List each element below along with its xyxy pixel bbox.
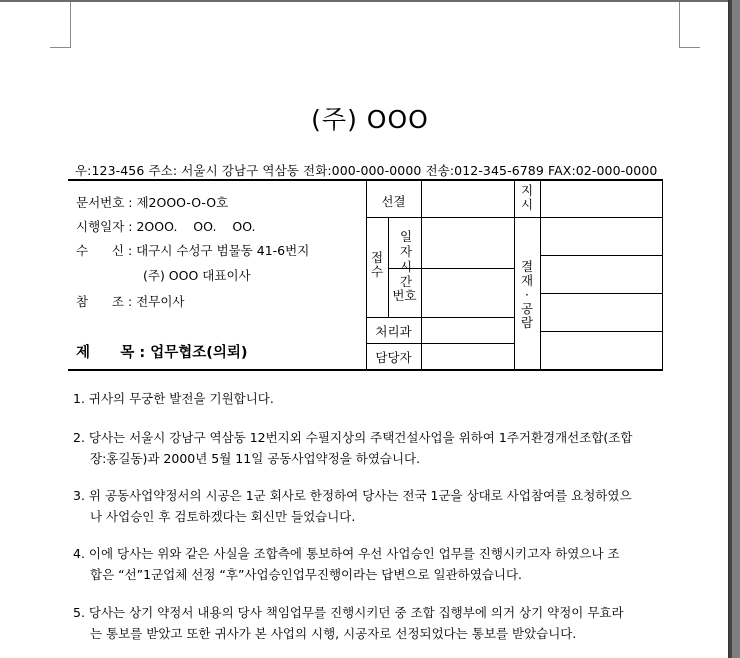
date-time-label: 일 자 시 간 [399, 229, 413, 289]
jeopsu-label [370, 251, 384, 279]
sign-row-4 [540, 331, 662, 332]
page-top-edge [0, 0, 728, 2]
paragraph-2-line1: 2. 당사는 서울시 강남구 역삼동 12번지외 수필지상의 주택건설사업을 위하여 1주거환경개선조합(조합 [73, 430, 633, 445]
recipient-row [76, 241, 309, 259]
recipient-line2: (주) OOO 대표이사 [143, 268, 251, 283]
crop-mark-top-right [679, 2, 700, 48]
paragraph-4 [73, 543, 620, 585]
crop-mark-top-left [50, 2, 71, 48]
sign-col-divider [540, 180, 541, 369]
reference-label: 참 조 [76, 294, 124, 309]
jisi-label: 지 시 [520, 183, 534, 212]
paragraph-5 [73, 602, 624, 644]
paragraph-3-line2: 나 사업승인 후 검토하겠다는 회신만 들었습니다. [90, 509, 356, 524]
reference-row [76, 292, 184, 310]
paragraph-3 [73, 485, 632, 527]
sign-row-3 [540, 293, 662, 294]
paragraph-4-line2: 합은 “선”1군업체 선정 “후”사업승인업무진행이라는 답변으로 일관하였습니다. [90, 567, 523, 582]
row-line-4 [366, 343, 514, 344]
recipient-label: 수 신 [76, 243, 124, 258]
paragraph-3-line1: 3. 위 공동사업약정서의 시공은 1군 회사로 한정하여 당사는 전국 1군을 상대로 사업참여를 요청하였으 [73, 488, 632, 503]
subject-label: 제 목 [76, 345, 135, 361]
paragraph-4-line1: 4. 이에 당사는 위와 같은 사실을 조합측에 통보하여 우선 사업승인 업무를 진행시키고자 하였으나 조 [73, 546, 620, 561]
seongyeol-label: 선결 [381, 194, 406, 209]
paragraph-5-line2: 는 통보를 받았고 또한 귀사가 본 사업의 시행, 시공자로 선정되었다는 통보를 받았습니다. [90, 626, 577, 641]
gyeoljae-label: 결 재 · 공 람 [520, 259, 534, 330]
approval-col-divider [421, 180, 422, 369]
jeopsu-text: 접 수 [370, 250, 384, 279]
paragraph-2-line2: 장:홍길동)과 2000년 5월 11일 공동사업약정을 하였습니다. [90, 451, 421, 466]
subject-value: : 업무협조(의뢰) [139, 345, 248, 361]
header-bottom-rule [68, 369, 663, 371]
paragraph-1-line1: 1. 귀사의 무궁한 발전을 기원합니다. [73, 391, 274, 406]
recipient-value: : 대구시 수성구 범물동 41-6번지 [127, 243, 310, 258]
row-line-1 [366, 217, 514, 218]
address-line: 우:123-456 주소: 서울시 강남구 역삼동 전화:000-000-0000 전송:012-345-6789 FAX:02-000-0000 [75, 163, 658, 178]
dept-label: 처리과 [375, 324, 412, 339]
paragraph-1 [73, 388, 274, 409]
company-title: (주) OOO [311, 105, 429, 134]
reference-value: : 전무이사 [127, 294, 185, 309]
paragraph-2 [73, 427, 632, 469]
person-label: 담당자 [375, 350, 412, 365]
sign-row-1 [514, 217, 662, 218]
paragraph-5-line1: 5. 당사는 상기 약정서 내용의 당사 책임업무를 진행시키던 중 조합 집행부에 의거 상기 약정이 무효라 [73, 605, 624, 620]
date-row [76, 217, 256, 235]
doc-number-value: : 제2OOO-O-O호 [128, 195, 229, 210]
row-line-3 [366, 317, 514, 318]
approval-box-right-border [662, 180, 663, 369]
subject-row [76, 341, 248, 362]
approval-mid-divider [514, 180, 515, 369]
doc-number-label: 문서번호 [76, 195, 125, 210]
sign-row-2 [540, 255, 662, 256]
doc-number-row [76, 193, 228, 211]
date-value: : 2OOO. OO. OO. [128, 219, 256, 234]
date-label: 시행일자 [76, 219, 125, 234]
number-label: 번호 [392, 288, 417, 303]
